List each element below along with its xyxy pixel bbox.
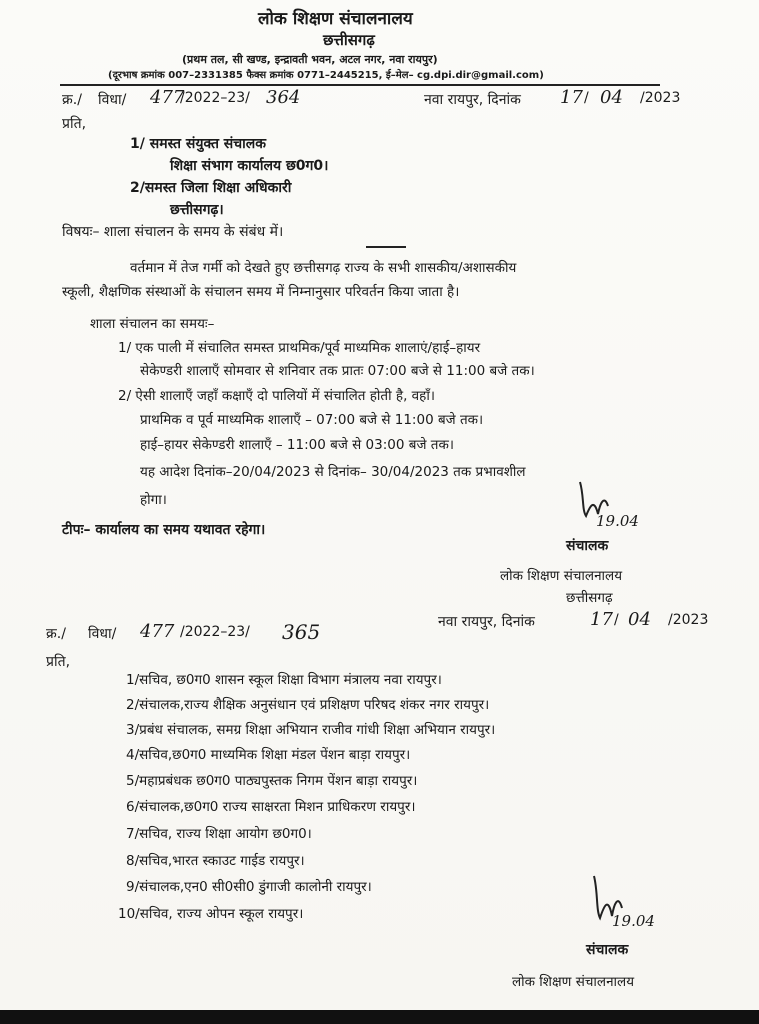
order2-sign-date: 19.04 [612, 912, 655, 930]
order2-sign-title: संचालक [586, 942, 629, 958]
order1-date-month: 04 [600, 87, 623, 108]
state-heading: छत्तीसगढ़ [323, 31, 375, 49]
order2-ref-mid: विधा/ [88, 626, 117, 642]
order2-place-date: नवा रायपुर, दिनांक [438, 614, 535, 630]
copy-item-5: 5/महाप्रबंधक छ0ग0 पाठ्यपुस्तक निगम पेंशन बाड़ा रायपुर। [126, 773, 418, 789]
order2-ref-serial: 365 [282, 620, 321, 644]
order1-date-day: 17 [560, 87, 583, 108]
bottom-edge [0, 1010, 759, 1024]
order2-date-month: 04 [628, 609, 651, 630]
org-heading: लोक शिक्षण संचालनालय [258, 9, 413, 29]
copy-item-9: 9/संचालक,एन0 सी0सी0 डुंगाजी कालोनी रायपुर। [126, 879, 372, 895]
order1-place-date: नवा रायपुर, दिनांक [424, 92, 521, 108]
order2-date-day: 17 [590, 609, 613, 630]
order1-point-1: 1/ एक पाली में संचालित समस्त प्राथमिक/पूर्व माध्यमिक शालाएं/हाई–हायर [118, 340, 481, 356]
order1-recipient-1: 1/ समस्त संयुक्त संचालक [130, 136, 267, 152]
header-rule [60, 84, 660, 86]
copy-item-7: 7/सचिव, राज्य शिक्षा आयोग छ0ग0। [126, 826, 312, 842]
order1-sign-org: लोक शिक्षण संचालनालय [500, 568, 623, 584]
order1-recipient-1-office: शिक्षा संभाग कार्यालय छ0ग0। [170, 158, 329, 174]
order1-ref-prefix: क्र./ [62, 92, 82, 108]
order1-effective-dates: यह आदेश दिनांक–20/04/2023 से दिनांक– 30/04/2023 तक प्रभावशील [140, 464, 526, 480]
copy-item-1: 1/सचिव, छ0ग0 शासन स्कूल शिक्षा विभाग मंत्रालय नवा रायपुर। [126, 672, 442, 688]
order1-sign-date: 19.04 [596, 512, 639, 530]
order1-body-line-2: स्कूली, शैक्षणिक संस्थाओं के संचालन समय में निम्नानुसार परिवर्तन किया जाता है। [62, 284, 460, 300]
contact-line: (दूरभाष क्रमांक 007–2331385 फैक्स क्रमांक 0771–2445215, ई–मेल– cg.dpi.dir@gmail.com) [108, 70, 544, 81]
order1-effective-dates-cont: होगा। [140, 492, 167, 508]
order1-point-2-primary: प्राथमिक व पूर्व माध्यमिक शालाएँ – 07:00 बजे से 11:00 बजे तक। [140, 412, 484, 428]
order1-timing-heading: शाला संचालन का समयः– [90, 316, 215, 332]
order1-subject: विषयः– शाला संचालन के समय के संबंध में। [62, 224, 284, 240]
order1-recipient-2-state: छत्तीसगढ़। [170, 202, 224, 218]
order1-point-2-high: हाई–हायर सेकेण्डरी शालाएँ – 11:00 बजे से 03:00 बजे तक। [140, 437, 454, 453]
order1-point-2: 2/ ऐसी शालाएँ जहाँ कक्षाएँ दो पालियों में संचालित होती है, वहाँ। [118, 388, 435, 404]
document-page: लोक शिक्षण संचालनालय छत्तीसगढ़ (प्रथम तल, सी खण्ड, इन्द्रावती भवन, अटल नगर, नवा रायपुर) (दूरभाष क्रमांक 007–2331385 फैक्स क्रमांक 0771–2445215, ई–मेल– cg.dpi.dir@gmail.com) क्र./ विधा/ 477 /2022–23/ 364 नवा रायपुर, दिनांक 17 / 04 /2023 प्रति, 1/ समस्त संयुक्त संचालक शिक्षा संभाग कार्यालय छ0ग0। 2/समस्त जिला शिक्षा अधिकारी छत्तीसगढ़। विषयः– शाला संचालन के समय के संबंध में। वर्तमान में तेज गर्मी को देखते हुए छत्तीसगढ़ राज्य के सभी शासकीय/अशासकीय स्कूली, शैक्षणिक संस्थाओं के संचालन समय में निम्नानुसार परिवर्तन किया जाता है। शाला संचालन का समयः– 1/ एक पाली में संचालित समस्त प्राथमिक/पूर्व माध्यमिक शालाएं/हाई–हायर सेकेण्डरी शालाएँ सोमवार से शनिवार तक प्रातः 07:00 बजे से 11:00 बजे तक। 2/ ऐसी शालाएँ जहाँ कक्षाएँ दो पालियों में संचालित होती है, वहाँ। प्राथमिक व पूर्व माध्यमिक शालाएँ – 07:00 बजे से 11:00 बजे तक। हाई–हायर सेकेण्डरी शालाएँ – 11:00 बजे से 03:00 बजे तक। यह आदेश दिनांक–20/04/2023 से दिनांक– 30/04/2023 तक प्रभावशील होगा। टीपः– कार्यालय का समय यथावत रहेगा। 19.04 संचालक लोक शिक्षण संचालनालय छत्तीसगढ़ नवा रायपुर, दिनांक 17 / 04 /2023 क्र./ विधा/ 477 /2022–23/ 365 प्रति, 1/सचिव, छ0ग0 शासन स्कूल शिक्षा विभाग मंत्रालय नवा रायपुर। 2/संचालक,राज्य शैक्षिक अनुसंधान एवं प्रशिक्षण परिषद शंकर नगर रायपुर। 3/प्रबंध संचालक, समग्र शिक्षा अभियान राजीव गांधी शिक्षा अभियान रायपुर। 4/सचिव,छ0ग0 माध्यमिक शिक्षा मंडल पेंशन बाड़ा रायपुर। 5/महाप्रबंधक छ0ग0 पाठ्यपुस्तक निगम पेंशन बाड़ा रायपुर। 6/संचालक,छ0ग0 राज्य साक्षरता मिशन प्राधिकरण रायपुर। 7/सचिव, राज्य शिक्षा आयोग छ0ग0। 8/सचिव,भारत स्काउट गाईड रायपुर। 9/संचालक,एन0 सी0सी0 डुंगाजी कालोनी रायपुर। 10/सचिव, राज्य ओपन स्कूल रायपुर। 19.04 संचालक लोक शिक्षण संचालनालय [0, 0, 759, 1024]
order1-point-1-cont: सेकेण्डरी शालाएँ सोमवार से शनिवार तक प्रातः 07:00 बजे से 11:00 बजे तक। [140, 363, 535, 379]
copy-item-10: 10/सचिव, राज्य ओपन स्कूल रायपुर। [118, 906, 304, 922]
order2-to: प्रति, [46, 654, 71, 670]
copy-item-6: 6/संचालक,छ0ग0 राज्य साक्षरता मिशन प्राधिकरण रायपुर। [126, 799, 416, 815]
order1-sign-title: संचालक [566, 538, 609, 554]
copy-item-8: 8/सचिव,भारत स्काउट गाईड रायपुर। [126, 853, 305, 869]
subject-rule [366, 246, 406, 248]
order1-ref-number: 477 [150, 87, 185, 108]
order2-date-year: /2023 [668, 612, 709, 628]
order1-ref-year: /2022–23/ [180, 90, 250, 106]
order1-date-year: /2023 [640, 90, 681, 106]
order2-sign-org: लोक शिक्षण संचालनालय [512, 974, 635, 990]
order1-body-line-1: वर्तमान में तेज गर्मी को देखते हुए छत्तीसगढ़ राज्य के सभी शासकीय/अशासकीय [130, 260, 517, 276]
order1-to: प्रति, [62, 116, 87, 132]
office-address: (प्रथम तल, सी खण्ड, इन्द्रावती भवन, अटल नगर, नवा रायपुर) [182, 53, 438, 66]
order1-note: टीपः– कार्यालय का समय यथावत रहेगा। [62, 522, 266, 538]
copy-item-4: 4/सचिव,छ0ग0 माध्यमिक शिक्षा मंडल पेंशन बाड़ा रायपुर। [126, 747, 411, 763]
copy-item-3: 3/प्रबंध संचालक, समग्र शिक्षा अभियान राजीव गांधी शिक्षा अभियान रायपुर। [126, 722, 496, 738]
order1-ref-mid: विधा/ [98, 92, 127, 108]
order1-sign-state: छत्तीसगढ़ [566, 590, 613, 606]
order2-ref-prefix: क्र./ [46, 626, 66, 642]
order2-ref-year: /2022–23/ [180, 624, 250, 640]
order1-ref-serial: 364 [266, 87, 301, 108]
order2-ref-number: 477 [140, 621, 175, 642]
order1-recipient-2: 2/समस्त जिला शिक्षा अधिकारी [130, 180, 292, 196]
copy-item-2: 2/संचालक,राज्य शैक्षिक अनुसंधान एवं प्रशिक्षण परिषद शंकर नगर रायपुर। [126, 697, 490, 713]
